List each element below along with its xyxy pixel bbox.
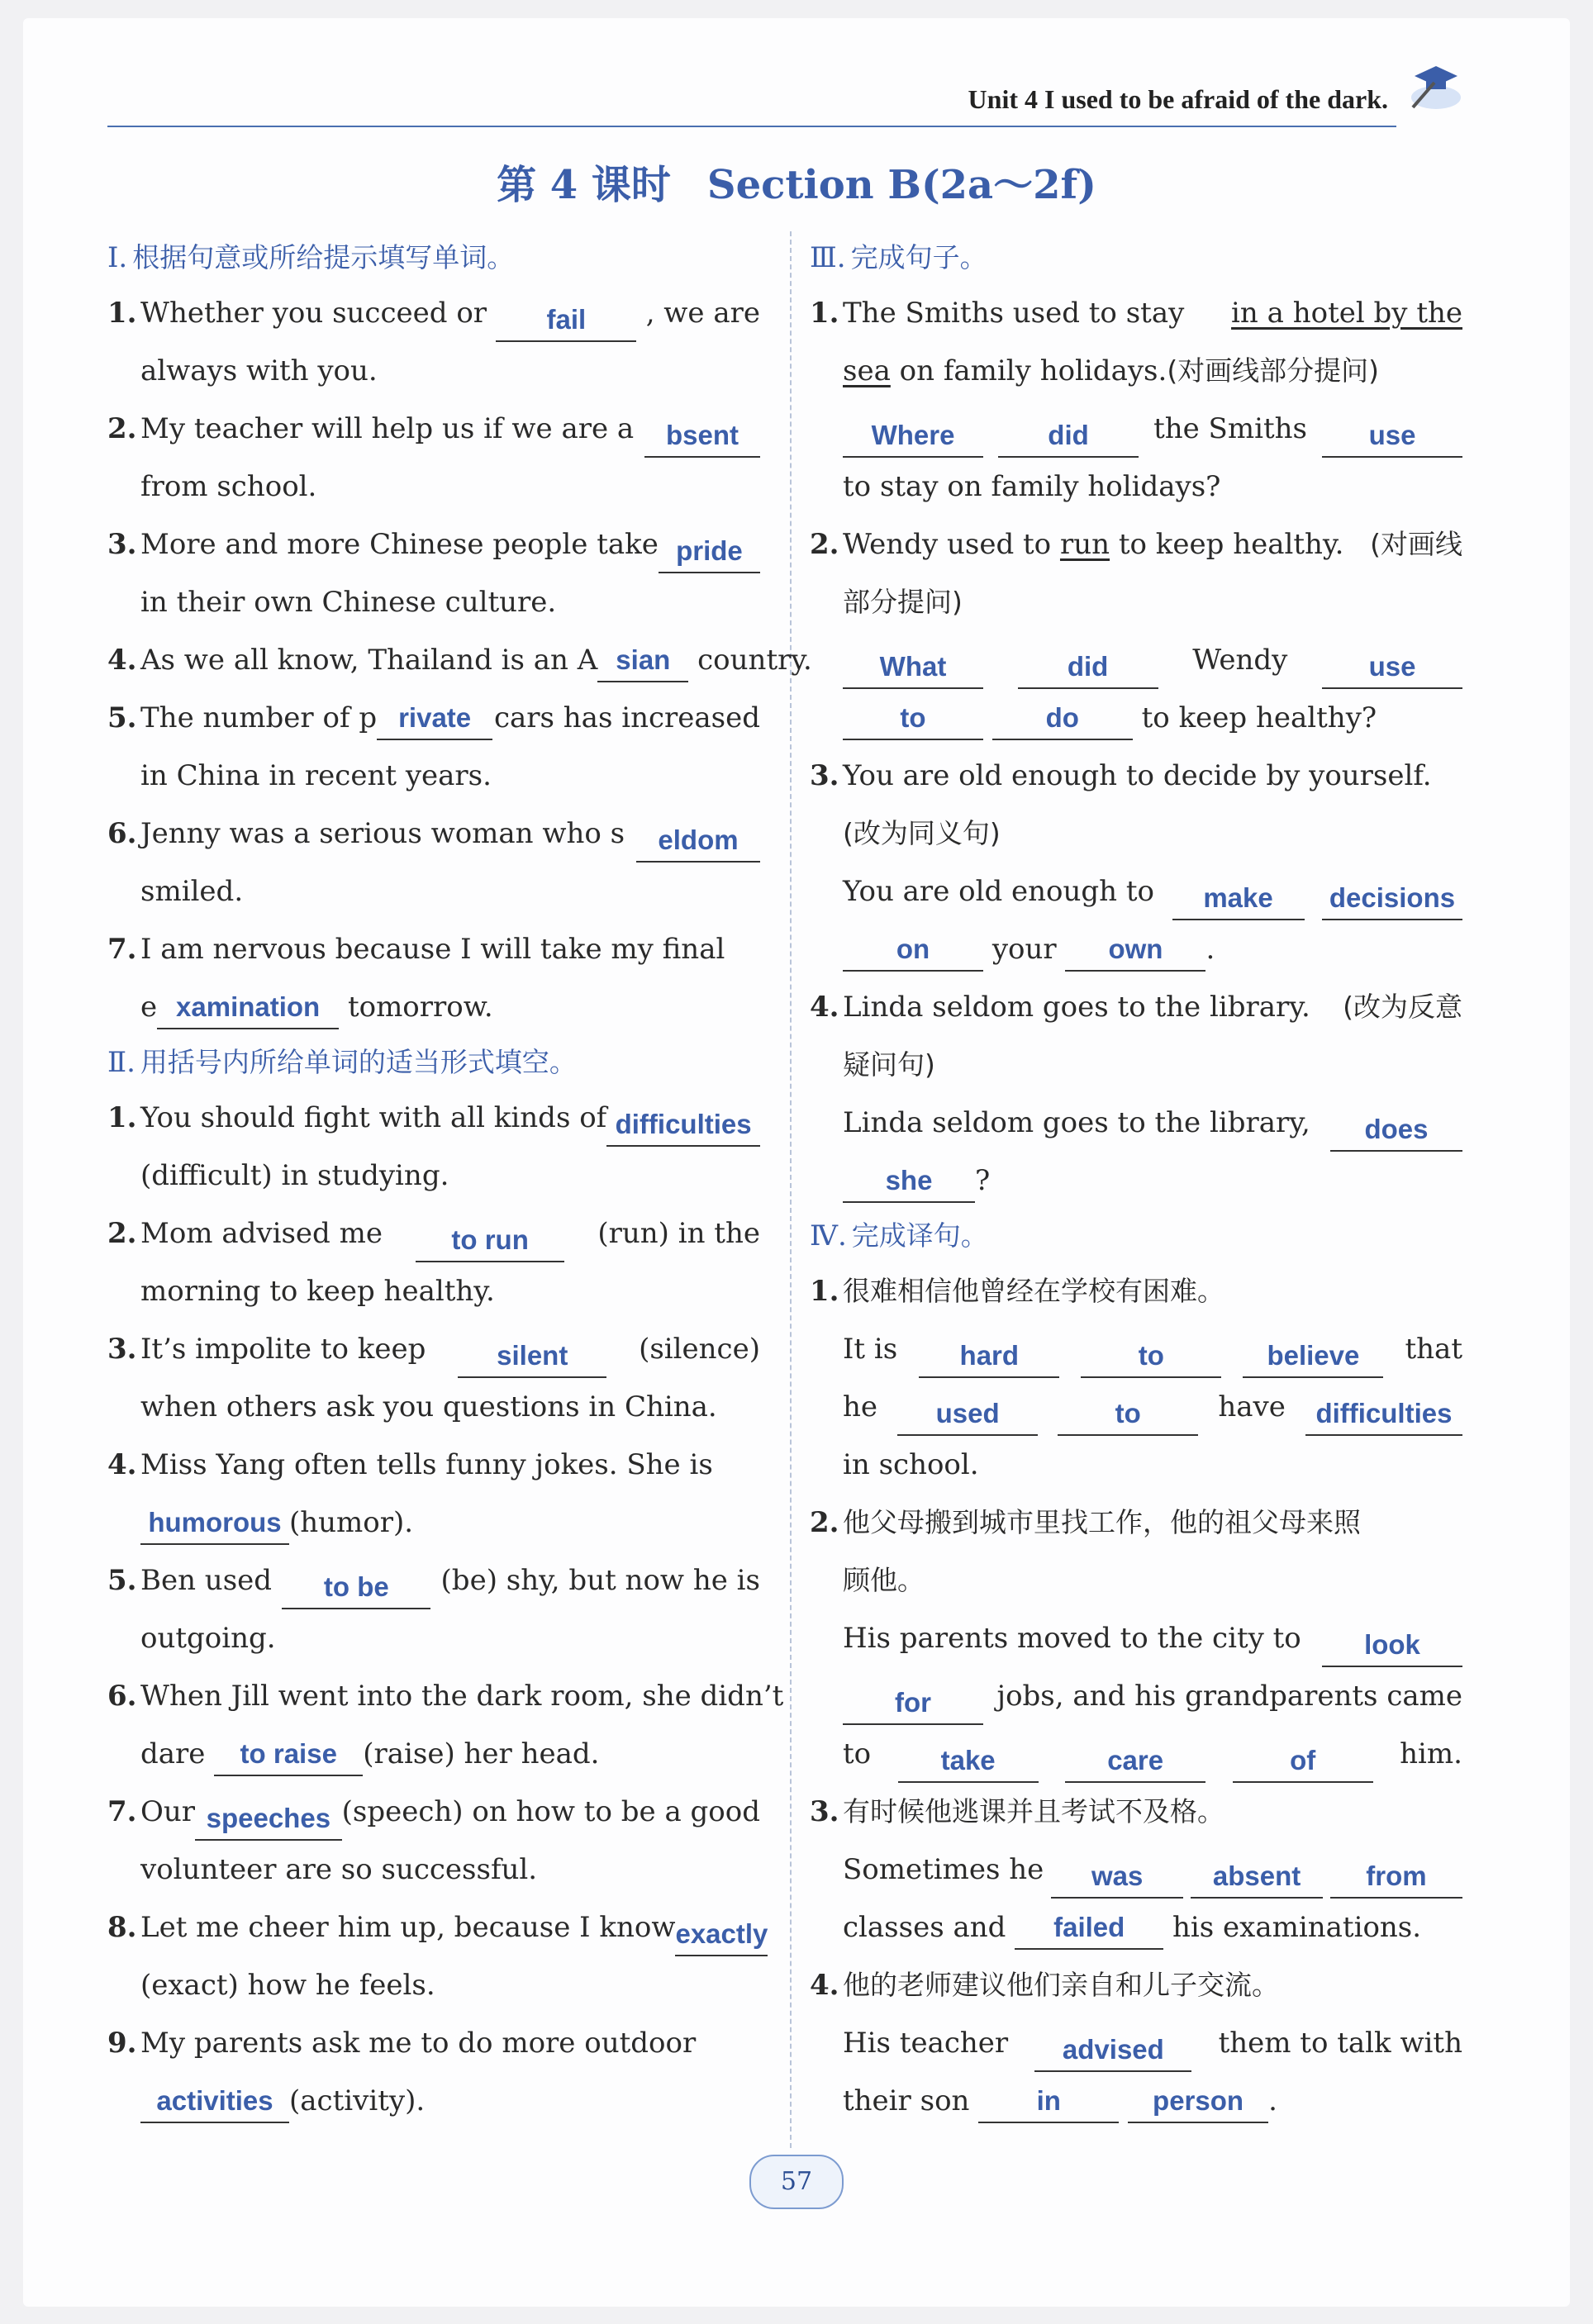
exercise-1-7: 7. I am nervous because I will take my final e xamination tomorrow. <box>107 920 760 1036</box>
answer-blank[interactable]: to be <box>282 1571 430 1609</box>
exercise-4-4: 4. 他的老师建议他们亲自和儿子交流。 His teacher advised them to talk with their son in person . <box>810 1956 1462 2130</box>
exercise-2-1: 1. You should fight with all kinds of difficulties (difficult) in studying. <box>107 1089 760 1205</box>
answer-blank[interactable]: make <box>1172 882 1305 920</box>
answer-blank[interactable]: look <box>1322 1629 1462 1667</box>
page-number: 57 <box>749 2155 844 2209</box>
answer-blank[interactable]: does <box>1330 1114 1462 1152</box>
page-footer <box>0 2155 1593 2209</box>
answer-blank[interactable]: pride <box>659 535 760 573</box>
answer-blank[interactable]: bsent <box>644 420 760 458</box>
exercise-3-4: 4. Linda seldom goes to the library. (改为反意 疑问句) Linda seldom goes to the library, does she ? <box>810 978 1462 1210</box>
answer-blank[interactable]: What <box>843 651 983 689</box>
answer-blank[interactable]: eldom <box>636 825 760 863</box>
answer-blank[interactable]: used <box>897 1398 1038 1436</box>
exercise-1-5: 5. The number of p rivate cars has increased in China in recent years. <box>107 701 760 792</box>
answer-blank[interactable]: to run <box>416 1224 564 1262</box>
answer-blank[interactable]: she <box>843 1165 975 1203</box>
answer-blank[interactable]: to <box>1081 1340 1221 1378</box>
answer-blank[interactable]: rivate <box>377 702 492 740</box>
answer-blank[interactable]: in <box>978 2085 1119 2123</box>
section-heading-2: Ⅱ. 用括号内所给单词的适当形式填空。 <box>107 1046 577 1079</box>
answer-blank[interactable]: failed <box>1015 1912 1163 1950</box>
answer-blank[interactable]: xamination <box>157 991 339 1029</box>
answer-blank[interactable]: care <box>1065 1745 1205 1783</box>
unit-title: Unit 4 I used to be afraid of the dark. <box>968 84 1388 114</box>
exercise-2-6: 6. When Jill went into the dark room, she didn’t dare to raise (raise) her head. <box>107 1667 760 1783</box>
answer-blank[interactable]: person <box>1128 2085 1268 2123</box>
exercise-4-1: 1. 很难相信他曾经在学校有困难。 It is hard to believe that he used to have difficulties in school. <box>810 1275 1462 1481</box>
exercise-2-4: 4. Miss Yang often tells funny jokes. She is humorous (humor). <box>107 1436 760 1552</box>
right-column <box>810 231 1462 2130</box>
answer-blank[interactable]: humorous <box>140 1507 289 1545</box>
answer-blank[interactable]: activities <box>140 2085 289 2123</box>
answer-blank[interactable]: sian <box>597 644 688 682</box>
page-header <box>107 76 1462 126</box>
column-divider <box>790 231 792 2148</box>
answer-blank[interactable]: from <box>1330 1861 1462 1899</box>
section-heading-1: Ⅰ. 根据句意或所给提示填写单词。 <box>107 241 515 274</box>
exercise-2-7: 7. Our speeches (speech) on how to be a good volunteer are so successful. <box>107 1795 760 1886</box>
exercise-1-2: 2. My teacher will help us if we are a bsent from school. <box>107 400 760 516</box>
answer-blank[interactable]: believe <box>1243 1340 1383 1378</box>
answer-blank[interactable]: Where <box>843 420 983 458</box>
answer-blank[interactable]: on <box>843 934 983 972</box>
answer-blank[interactable]: absent <box>1191 1861 1323 1899</box>
answer-blank[interactable]: exactly <box>675 1918 768 1956</box>
answer-blank[interactable]: do <box>992 702 1133 740</box>
exercise-1-1: 1. Whether you succeed or fail , we are always with you. <box>107 297 760 387</box>
graduation-cap-pen-icon <box>1396 58 1462 116</box>
exercise-3-3: 3. You are old enough to decide by yourself. (改为同义句) You are old enough to make decisions on your own . <box>810 747 1462 978</box>
answer-blank[interactable]: use <box>1322 651 1462 689</box>
answer-blank[interactable]: was <box>1051 1861 1183 1899</box>
exercise-2-3: 3. It’s impolite to keep silent (silence) when others ask you questions in China. <box>107 1333 760 1423</box>
exercise-2-2: 2. Mom advised me to run (run) in the morning to keep healthy. <box>107 1217 760 1308</box>
exercise-3-2: 2. Wendy used to run to keep healthy. (对画线 部分提问) What did Wendy use to do to keep healthy? <box>810 516 1462 747</box>
answer-blank[interactable]: silent <box>458 1340 606 1378</box>
left-column <box>107 231 812 2130</box>
answer-blank[interactable]: did <box>1018 651 1158 689</box>
exercise-4-2: 2. 他父母搬到城市里找工作，他的祖父母来照 顾他。 His parents moved to the city to look for jobs, and his grandparents came to take care of him. <box>810 1494 1462 1783</box>
answer-blank[interactable]: hard <box>919 1340 1059 1378</box>
exercise-1-6: 6. Jenny was a serious woman who s eldom smiled. <box>107 805 760 920</box>
exercise-1-4: 4. As we all know, Thailand is an A sian country. <box>107 631 760 689</box>
answer-blank[interactable]: own <box>1065 934 1205 972</box>
answer-blank[interactable]: advised <box>1034 2034 1191 2072</box>
answer-blank[interactable]: of <box>1233 1745 1373 1783</box>
answer-blank[interactable]: to raise <box>214 1738 363 1776</box>
answer-blank[interactable]: for <box>843 1687 983 1725</box>
exercise-3-1: 1. The Smiths used to stay in a hotel by the sea on family holidays.(对画线部分提问) Where did the Smiths use to stay on family holidays? <box>810 297 1462 503</box>
section-heading-3: Ⅲ. 完成句子。 <box>810 241 987 274</box>
answer-blank[interactable]: difficulties <box>1305 1398 1462 1436</box>
lesson-title <box>0 153 1593 210</box>
answer-blank[interactable]: speeches <box>195 1803 342 1841</box>
lesson-number: 第 4 课时 <box>497 162 671 208</box>
answer-blank[interactable]: to <box>843 702 983 740</box>
answer-blank[interactable]: did <box>998 420 1139 458</box>
header-rule <box>107 126 1396 127</box>
section-heading-4: Ⅳ. 完成译句。 <box>810 1219 988 1252</box>
answer-blank[interactable]: to <box>1058 1398 1198 1436</box>
section-range: Section B(2a～2f) <box>706 162 1096 208</box>
answer-blank[interactable]: use <box>1322 420 1462 458</box>
exercise-2-9: 9. My parents ask me to do more outdoor activities (activity). <box>107 2014 760 2130</box>
exercise-1-3: 3. More and more Chinese people take pride in their own Chinese culture. <box>107 516 760 631</box>
exercise-2-8: 8. Let me cheer him up, because I know exactly (exact) how he feels. <box>107 1911 768 2002</box>
answer-blank[interactable]: decisions <box>1322 882 1462 920</box>
exercise-2-5: 5. Ben used to be (be) shy, but now he is outgoing. <box>107 1564 760 1655</box>
answer-blank[interactable]: take <box>898 1745 1039 1783</box>
exercise-4-3: 3. 有时候他逃课并且考试不及格。 Sometimes he was absent from classes and failed his examinations. <box>810 1783 1462 1956</box>
answer-blank[interactable]: fail <box>496 304 636 342</box>
answer-blank[interactable]: difficulties <box>606 1109 760 1147</box>
